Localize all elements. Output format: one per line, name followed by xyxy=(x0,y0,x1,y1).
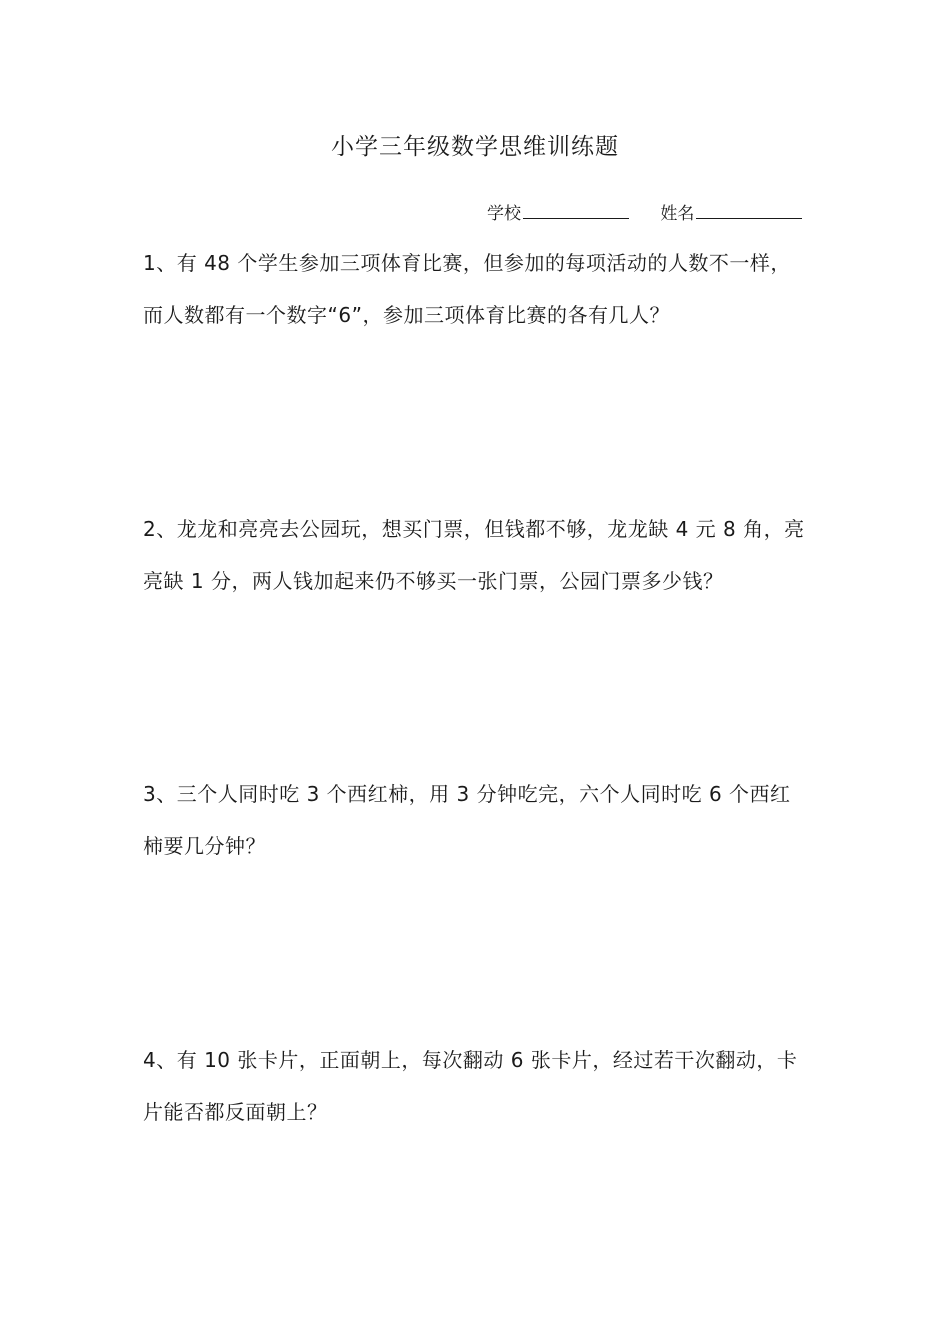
name-label: 姓名 xyxy=(660,204,695,224)
question-3: 3、三个人同时吃 3 个西红柿，用 3 分钟吃完，六个人同时吃 6 个西红柿要几分钟？ xyxy=(143,782,791,858)
school-field xyxy=(487,201,629,226)
question-1: 1、有 48 个学生参加三项体育比赛，但参加的每项活动的人数不一样，而人数都有一个数字“6”，参加三项体育比赛的各有几人？ xyxy=(143,251,791,327)
page-title: 小学三年级数学思维训练题 xyxy=(331,134,619,160)
name-blank-line[interactable] xyxy=(696,201,802,219)
question-4: 4、有 10 张卡片，正面朝上，每次翻动 6 张卡片，经过若干次翻动，卡片能否都反面朝上？ xyxy=(143,1048,798,1124)
question-2: 2、龙龙和亮亮去公园玩，想买门票，但钱都不够，龙龙缺 4 元 8 角，亮亮缺 1 分，两人钱加起来仍不够买一张门票，公园门票多少钱？ xyxy=(143,517,805,593)
student-info-row xyxy=(487,201,802,226)
school-blank-line[interactable] xyxy=(523,201,629,219)
school-label: 学校 xyxy=(487,204,521,224)
name-field xyxy=(660,201,802,226)
